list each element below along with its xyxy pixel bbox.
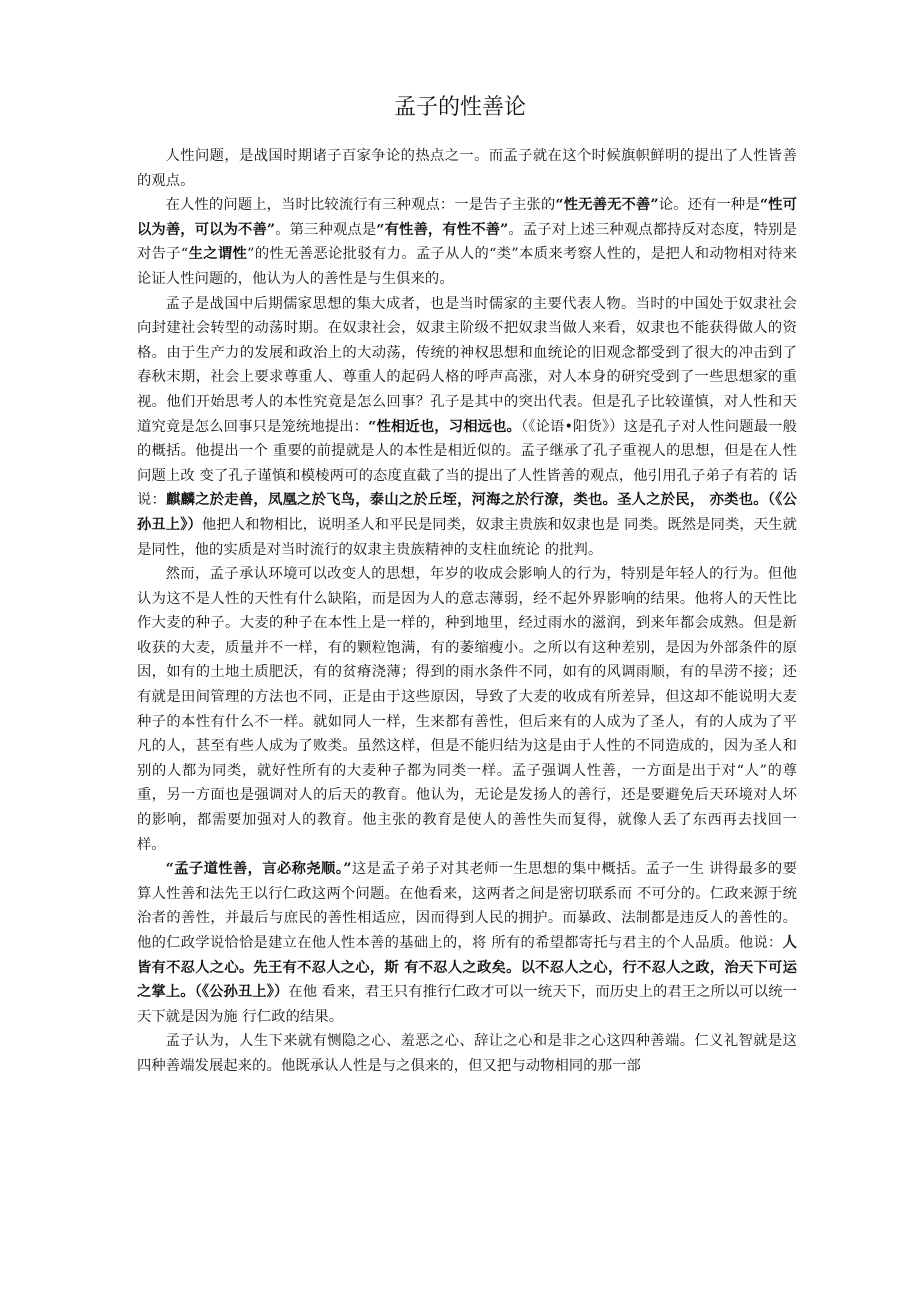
bold-text-segment: “有性善，有性不善” [376,221,509,238]
text-segment: 然而，孟子承认环境可以改变人的思想，年岁的收成会影响人的行为，特别是年轻人的行为。但他认为这不是人性的天性有什么缺陷，而是因为人的意志薄弱，经不起外界影响的结果。他将人的天性比作大麦的种子。大麦的种子在本性上是一样的，种到地里，经过雨水的滋润，到来年都会成熟。但是新收获的大麦，质量并不一样，有的颗粒饱满，有的萎缩瘦小。之所以有这种差别，是因为外部条件的原因，如有的土地土质肥沃，有的贫瘠浇薄；得到的雨水条件不同，如有的风调雨顺，有的旱涝不接；还有就是田间管理的方法也不同，正是由于这些原因，导致了大麦的收成有所差异，但这却不能说明大麦种子的本性有什么不一样。就如同人一样，生来都有善性，但后来有的人成为了圣人，有的人成为了平凡的人，甚至有些人成为了败类。虽然这样，但是不能归结为这是由于人性的不同造成的，因为圣人和别的人都为同类，就好性所有的大麦种子都为同类一样。孟子强调人性善，一方面是出于对“人”的尊重，另一方面也是强调对人的后天的教育。他认为，无论是发扬人的善行，还是要避免后天环境对人坏的影响，都需要加强对人的教育。他主张的教育是使人的善性失而复得，就像人丢了东西再去找回一样。 [137,566,797,853]
text-segment: 人性问题，是战国时期诸子百家争论的热点之一。而孟子就在这个时候旗帜鲜明的提出了人性皆善的观点。 [137,148,797,189]
paragraph [137,857,797,1029]
paragraph [137,562,797,857]
page-title: 孟子的性善论 [393,95,526,120]
text-segment: ”的性无善恶论批驳有力。孟子从人的“类”本质来考察人性的，是把人和动物相对待来论证人性问题的，他认为人的善性是与生俱来的。 [137,246,798,287]
text-segment: （《论语•阳货》）这是孔子对人性问题最一般的概括。他提出一个 重要的前提就是人的本性是相近似的。孟子继承了孔子重视人的思想，但是在人性问题上改 变了孔子谨慎和模棱两可的态度直截了当的提出了人性皆善的观点，他引用孔子弟子有若的 话说： [137,418,797,509]
bold-text-segment: “孟子道性善，言必称尧顺。” [165,861,352,878]
paragraph [137,292,797,563]
bold-text-segment: “性相近也，习相远也。 [368,418,521,435]
text-segment: 论。还有一种是 [658,197,760,214]
paragraph [137,193,797,291]
text-segment: 孟子认为，人生下来就有恻隐之心、羞恶之心、辞让之心和是非之心这四种善端。仁义礼智就是这四种善端发展起来的。他既承认人性是与之俱来的，但又把与动物相同的那一部 [137,1033,797,1074]
paragraph [137,1029,797,1078]
text-segment: 。第三种观点是 [275,221,377,238]
bold-text-segment: 麒麟之於走兽，凤凰之於飞鸟，泰山之於丘垤，河海之於行潦，类也。圣人之於民， 亦类也。（《公孙丑上》） [137,492,797,533]
bold-text-segment: 生之谓性 [188,246,248,263]
text-segment: 孟子是战国中后期儒家思想的集大成者，也是当时儒家的主要代表人物。当时的中国处于奴隶社会向封建社会转型的动荡时期。在奴隶社会，奴隶主阶级不把奴隶当做人来看，奴隶也不能获得做人的资格。由于生产力的发展和政治上的大动荡，传统的神权思想和血统论的旧观念都受到了很大的冲击到了春秋末期，社会上要求尊重人、尊重人的起码人格的呼声高涨，对人本身的研究受到了一些思想家的重视。他们开始思考人的本性究竟是怎么回事？孔子是其中的突出代表。但是孔子比较谨慎，对人性和天道究竟是怎么回事只是笼统地提出： [137,295,797,435]
text-segment: 这是孟子弟子对其老师一生思想的集中概括。孟子一生 讲得最多的要算人性善和法先王以行仁政这两个问题。在他看来，这两者之间是密切联系而 不可分的。仁政来源于统治者的善性，并最后与庶民的善性相适应，因而得到人民的拥护。而暴政、法制都是违反人的善性的。他的仁政学说恰恰是建立在他人性本善的基础上的，将 所有的希望都寄托与君主的个人品质。他说： [137,861,797,951]
text-segment: 他把人和物相比，说明圣人和平民是同类，奴隶主贵族和奴隶也是 同类。既然是同类，天生就是同性，他的实质是对当时流行的奴隶主贵族精神的支柱血统论 的批判。 [137,516,797,558]
bold-text-segment: “性可以为善，可以为不善” [137,197,798,238]
text-segment: 。孟子对上述三种观点都持反对态度，特别是对告子“ [137,221,797,263]
bold-text-segment: “性无善无不善” [555,197,659,214]
bold-text-segment: 人皆有不忍人之心。先王有不忍人之心，斯 有不忍人之政矣。以不忍人之心，行不忍人之政，治天下可运之掌上。（《公孙丑上》） [137,935,797,1001]
document-body [137,144,797,1079]
text-segment: 在他 看来，君王只有推行仁政才可以一统天下，而历史上的君王之所以可以统一天下就是因为施 行仁政的结果。 [137,984,798,1025]
text-segment: 在人性的问题上，当时比较流行有三种观点：一是告子主张的 [165,197,556,214]
paragraph [137,144,797,193]
